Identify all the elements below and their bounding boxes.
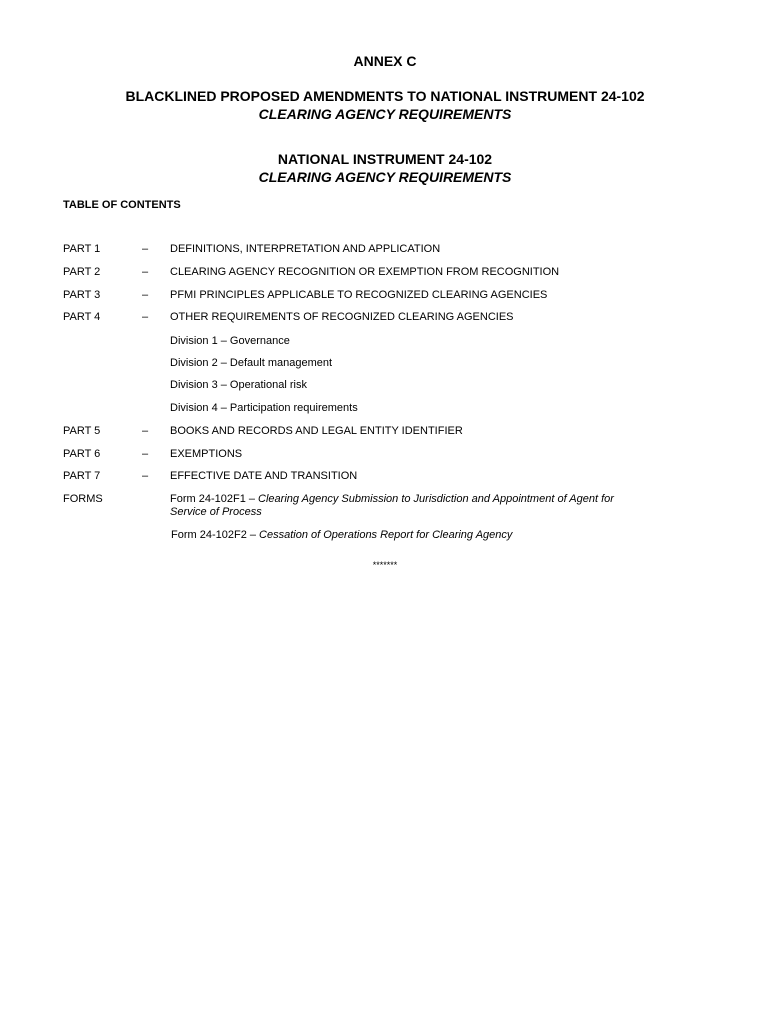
form-2-title: Cessation of Operations Report for Clearing Agency [259, 529, 513, 541]
annex-heading: ANNEX C [353, 53, 417, 69]
title-line-2: CLEARING AGENCY REQUIREMENTS [258, 106, 512, 122]
toc-part-label: PART 2 [63, 266, 101, 278]
toc-form-2 [171, 529, 512, 542]
toc-part-description: BOOKS AND RECORDS AND LEGAL ENTITY IDENTIFIER [170, 425, 463, 437]
toc-division-3: Division 3 – Operational risk [170, 379, 307, 391]
toc-part-label: PART 6 [63, 448, 101, 460]
toc-part-label: PART 7 [63, 470, 101, 482]
toc-dash: – [142, 425, 149, 437]
toc-form-1 [170, 493, 640, 519]
toc-dash: – [142, 448, 149, 460]
toc-part-description: CLEARING AGENCY RECOGNITION OR EXEMPTION FROM RECOGNITION [170, 266, 560, 278]
toc-part-description: EFFECTIVE DATE AND TRANSITION [170, 470, 358, 482]
toc-dash: – [142, 243, 149, 255]
toc-part-description: OTHER REQUIREMENTS OF RECOGNIZED CLEARING AGENCIES [170, 311, 514, 323]
toc-part-label: PART 5 [63, 425, 101, 437]
form-1-title: Clearing Agency Submission to Jurisdiction and Appointment of Agent for Service of Process [170, 493, 614, 518]
toc-part-description: DEFINITIONS, INTERPRETATION AND APPLICATION [170, 243, 441, 255]
subtitle-line-2: CLEARING AGENCY REQUIREMENTS [258, 169, 512, 185]
end-separator: ******* [372, 560, 398, 570]
toc-part-label: PART 1 [63, 243, 101, 255]
title-line-1: BLACKLINED PROPOSED AMENDMENTS TO NATIONAL INSTRUMENT 24-102 [125, 88, 645, 104]
toc-dash: – [142, 289, 149, 301]
toc-division-1: Division 1 – Governance [170, 335, 290, 347]
form-2-prefix: Form 24-102F2 – [171, 529, 260, 541]
toc-forms-label: FORMS [63, 493, 103, 505]
toc-division-4: Division 4 – Participation requirements [170, 402, 358, 414]
toc-title: TABLE OF CONTENTS [63, 199, 181, 211]
toc-part-label: PART 4 [63, 311, 101, 323]
toc-dash: – [142, 470, 149, 482]
subtitle-line-1: NATIONAL INSTRUMENT 24-102 [277, 151, 493, 167]
toc-division-2: Division 2 – Default management [170, 357, 333, 369]
toc-dash: – [142, 266, 149, 278]
toc-part-description: EXEMPTIONS [170, 448, 243, 460]
toc-part-description: PFMI PRINCIPLES APPLICABLE TO RECOGNIZED CLEARING AGENCIES [170, 289, 548, 301]
form-1-prefix: Form 24-102F1 – [170, 493, 259, 505]
toc-dash: – [142, 311, 149, 323]
toc-part-label: PART 3 [63, 289, 101, 301]
